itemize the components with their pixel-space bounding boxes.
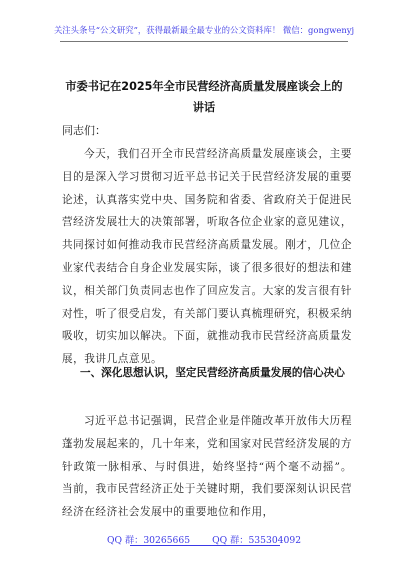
paragraph-text: 习近平总书记强调，民营企业是伴随改革开放伟大历程蓬勃发展起来的，几十年来，党和国家对民营经济发展的方针政策一脉相承、与时俱进，始终坚持“两个毫不动摇”。当前，我市民营经济正处于关键时期，我们要深刻认识民营经济在经济社会发展中的重要地位和作用， <box>62 415 352 519</box>
header-banner: 关注头条号“公文研究”，获得最新最全最专业的公文资料库！ 微信：gongwenyj <box>53 25 355 35</box>
paragraph-text: 今天，我们召开全市民营经济高质量发展座谈会，主要目的是深入学习贯彻习近平总书记关于民营经济发展的重要论述，认真落实党中央、国务院和省委、省政府关于促进民营经济发展壮大的决策部署，听取各位企业家的意见建议，共同探讨如何推动我市民营经济高质量发展。刚才，几位企业家代表结合自身企业发展实际，谈了很多很好的想法和建议，相关部门负责同志也作了回应发言。大家的发言很有针对性，听了很受启发，有关部门要认真梳理研究，积极采纳吸收，切实加以解决。下面，就推动我市民营经济高质量发展，我讲几点意见。 <box>62 148 352 366</box>
body-paragraph-1 <box>62 143 352 371</box>
footer-qq-group-1: QQ 群：30265665 <box>106 535 191 546</box>
footer-contact <box>0 532 408 546</box>
salutation: 同志们： <box>62 124 106 137</box>
header-divider <box>60 41 348 42</box>
section-heading: 一、深化思想认识，坚定民营经济高质量发展的信心决心 <box>80 367 345 379</box>
footer-qq-group-2: QQ 群：535304092 <box>212 535 302 546</box>
body-paragraph-2 <box>62 410 352 524</box>
footer-underline <box>130 545 280 546</box>
document-title: 市委书记在2025年全市民营经济高质量发展座谈会上的讲话 <box>65 80 343 114</box>
